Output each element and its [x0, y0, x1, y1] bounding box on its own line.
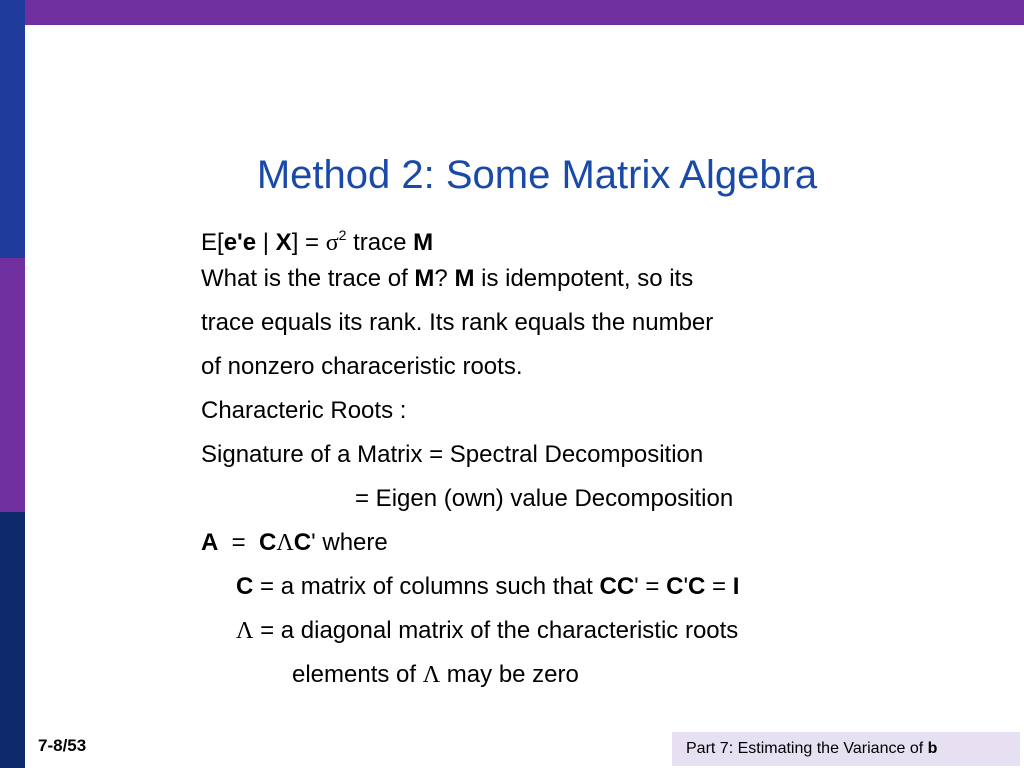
sigma-symbol: σ: [325, 230, 339, 256]
eq-bold: M: [413, 229, 434, 256]
text-line-6: Signature of a Matrix = Spectral Decomposition: [201, 441, 704, 468]
eq-text: |: [256, 229, 276, 256]
line-text: = a matrix of columns such that: [253, 573, 600, 600]
text-line-4: of nonzero characeristic roots.: [201, 353, 523, 380]
side-decor-band-blue: [0, 0, 25, 258]
line-text: may be zero: [440, 661, 579, 688]
text-line-3: trace equals its rank. Its rank equals the number: [201, 309, 714, 336]
eq-bold: A: [201, 529, 219, 556]
eq-text: ' where: [311, 529, 388, 556]
line-bold: M: [414, 265, 435, 292]
footer-caption: [672, 732, 1020, 766]
eq-bold: C: [259, 529, 277, 556]
eq-text: E[: [201, 229, 224, 256]
eq-bold: e'e: [223, 229, 257, 256]
line-bold: I: [732, 573, 740, 600]
eq-text: ] =: [291, 229, 326, 256]
text-line-11: [292, 660, 579, 690]
eq-text: trace: [346, 229, 414, 256]
text-line-5: Characteric Roots :: [201, 397, 407, 424]
lambda-symbol: Λ: [236, 618, 254, 644]
line-bold: C: [666, 573, 684, 600]
eq-bold: X: [275, 229, 292, 256]
line-text: What is the trace of: [201, 265, 415, 292]
superscript: 2: [338, 227, 347, 243]
line-bold: C: [688, 573, 706, 600]
line-text: ' =: [634, 573, 667, 600]
eq-bold: C: [293, 529, 312, 556]
text-line-9: [236, 572, 739, 602]
side-decor-band-purple: [0, 258, 25, 512]
text-line-7: = Eigen (own) value Decomposition: [355, 485, 734, 512]
page-number: 7-8/53: [38, 736, 87, 755]
line-bold: CC: [599, 573, 635, 600]
text-line-2: [201, 264, 693, 294]
footer-bold: b: [927, 740, 938, 757]
line-text: = a diagonal matrix of the characteristic roots: [253, 617, 739, 644]
footer-text: Part 7: Estimating the Variance of: [686, 740, 928, 757]
equation-expected-value: [201, 220, 433, 258]
side-decor-band-navy: [0, 512, 25, 768]
line-text: is idempotent, so its: [474, 265, 694, 292]
eq-text: =: [218, 529, 260, 556]
slide-title: Method 2: Some Matrix Algebra: [256, 153, 818, 197]
top-decor-bar: [0, 0, 1024, 25]
equation-decomposition: [201, 528, 388, 558]
line-text: =: [705, 573, 733, 600]
line-text: ?: [434, 265, 455, 292]
line-bold: C: [236, 573, 254, 600]
line-text: ': [683, 573, 689, 600]
text-line-10: [236, 616, 738, 646]
lambda-symbol: Λ: [422, 662, 441, 688]
line-bold: M: [454, 265, 475, 292]
line-text: elements of: [292, 661, 423, 688]
lambda-symbol: Λ: [276, 530, 294, 556]
